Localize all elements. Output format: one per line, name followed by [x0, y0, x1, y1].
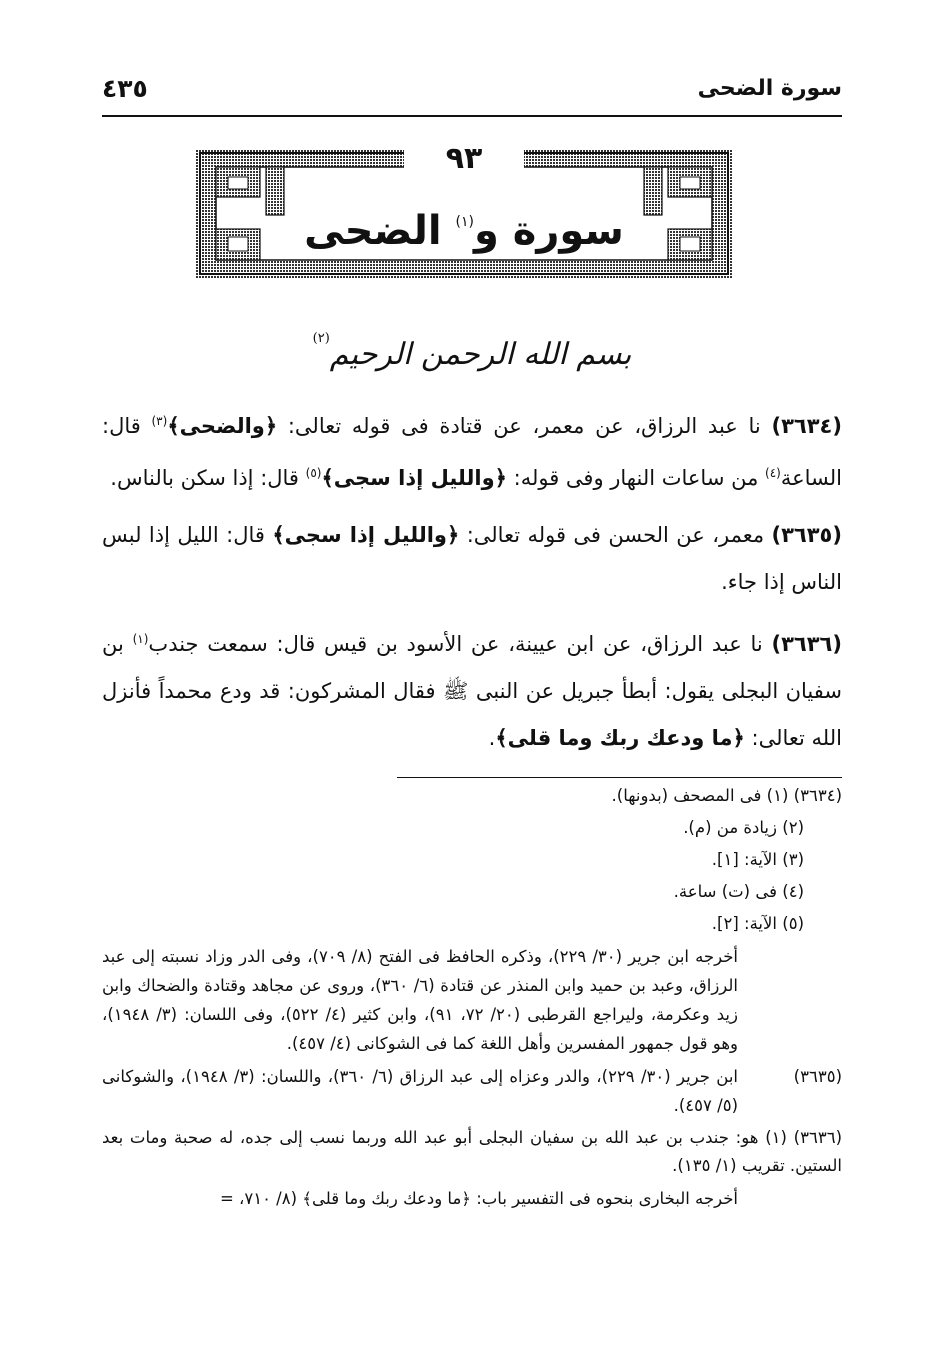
text-span: نا عبد الرزاق، عن معمر، عن قتادة فى قوله تعالى: — [277, 414, 772, 438]
quran-quote: ﴿والليل إذا سجى﴾ — [272, 523, 460, 547]
footnote: (٢) زيادة من (م). — [683, 818, 804, 837]
surah-name — [294, 189, 634, 255]
surah-number: ٩٣ — [404, 141, 524, 177]
page-number: ٤٣٥ — [102, 74, 148, 103]
footnote: (٣٦٣٤) (١) فى المصحف (بدونها). — [611, 786, 842, 805]
footnote-takhrij: أخرجه البخارى بنحوه فى التفسير باب: ﴿ما ودعك ربك وما قلى﴾ (٨/ ٧١٠، = — [219, 1189, 738, 1208]
footnote-takhrij: أخرجه ابن جرير (٣٠/ ٢٢٩)، وذكره الحافظ فى الفتح (٨/ ٧٠٩)، وفى الدر وزاد نسبته إلى عبد الرزاق، وعبد بن حميد وابن المنذر عن قتادة (٦/ ٣٦٠)، وروى عن مجاهد وقتادة والضحاك وابن زيد وعكرمة، وليراجع القرطبى (٢٠/ ٧٢، ٩١)، وابن كثير (٤/ ٥٢٢)، وفى اللسان: (٣/ ١٩٤٨)، وهو قول جمهور المفسرين وأهل اللغة كما فى الشوكانى (٤/ ٤٥٧). — [102, 947, 739, 1053]
quran-quote: ﴿ما ودعك ربك وما قلى﴾ — [495, 726, 745, 750]
text-span: معمر، عن الحسن فى قوله تعالى: — [459, 523, 772, 547]
hadith-number: (٣٦٣٥) — [771, 523, 842, 547]
running-header — [102, 72, 842, 112]
main-text — [102, 398, 842, 772]
paragraph-3634 — [102, 398, 842, 502]
paragraph-3636 — [102, 616, 842, 762]
basmala-footnote-ref: (٢) — [312, 331, 330, 346]
text-span: قال: الليل إذا لبس الناس إذا جاء. — [102, 523, 842, 594]
footnote-separator — [397, 777, 842, 778]
hadith-number: (٣٦٣٤) — [771, 414, 842, 438]
footnote: (٤) فى (ت) ساعة. — [673, 882, 804, 901]
footnote-label: (٣٦٣٥) — [793, 1067, 842, 1086]
surah-name-footnote-ref: (١) — [455, 214, 474, 230]
quran-quote: ﴿والليل إذا سجى﴾ — [321, 466, 507, 490]
text-span: . — [488, 726, 496, 750]
footnotes — [102, 782, 842, 1217]
footnote-text: ابن جرير (٣٠/ ٢٢٩)، والدر وعزاه إلى عبد الرزاق (٦/ ٣٦٠)، واللسان: (٣/ ١٩٤٨)، والشوكانى (٥/ ٤٥٧). — [102, 1067, 739, 1115]
footnote-ref: (٥) — [305, 466, 322, 480]
text-span: قال: الساعة — [102, 414, 842, 490]
footnote-ref: (٤) — [765, 466, 781, 480]
hadith-number: (٣٦٣٦) — [771, 632, 842, 656]
footnote-ref: (١) — [132, 632, 149, 646]
footnote-ref: (٣) — [151, 414, 168, 428]
text-span: نا عبد الرزاق، عن ابن عيينة، عن الأسود بن قيس قال: سمعت جندب — [148, 632, 772, 656]
surah-banner — [196, 141, 732, 278]
footnote: (٣) الآية: [١]. — [711, 850, 804, 869]
basmala-text: بسم الله الرحمن الرحيم — [329, 337, 632, 372]
quran-quote: ﴿والضحى﴾ — [167, 414, 278, 438]
running-title: سورة الضحى — [697, 76, 842, 101]
footnote-3635 — [102, 1062, 842, 1120]
paragraph-3635 — [102, 512, 842, 606]
header-rule — [102, 115, 842, 117]
footnote: (٥) الآية: [٢]. — [711, 914, 804, 933]
footnote-3636: (٣٦٣٦) (١) هو: جندب بن عبد الله بن سفيان البجلى أبو عبد الله وربما نسب إلى جده، له صحبة ومات بعد الستين. تقريب (١/ ١٣٥). — [102, 1128, 843, 1175]
text-span: بن سفيان البجلى يقول: أبطأ جبريل عن النبى ﷺ فقال المشركون: قد ودع محمداً فأنزل الله تعالى: — [102, 632, 842, 750]
basmala — [312, 304, 632, 378]
text-span: من ساعات النهار وفى قوله: — [506, 466, 766, 490]
surah-name-text: سورة و — [474, 208, 624, 254]
text-span: قال: إذا سكن بالناس. — [110, 466, 306, 490]
surah-name-tail: الضحى — [304, 208, 442, 254]
